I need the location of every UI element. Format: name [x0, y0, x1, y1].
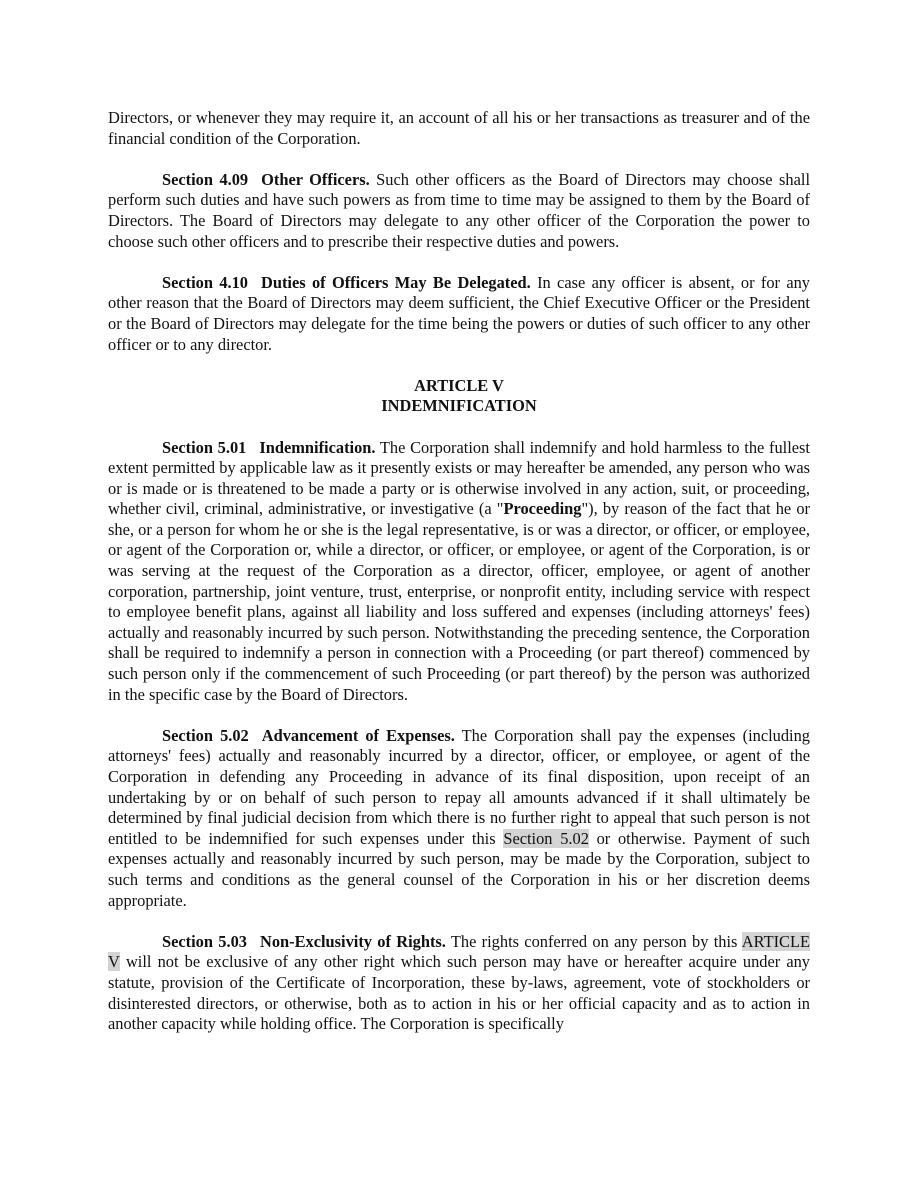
section-title: Duties of Officers May Be Delegated.: [261, 272, 531, 292]
section-title: Advancement of Expenses.: [261, 725, 455, 745]
section-4-10: [108, 273, 810, 355]
cross-reference-article-v[interactable]: ARTICLE V: [108, 931, 811, 972]
section-title: Indemnification.: [259, 437, 376, 457]
section-number: Section 5.02: [162, 725, 249, 745]
defined-term-proceeding: Proceeding: [503, 499, 582, 519]
section-body-part-b: or otherwise. Payment of such expenses actually and reasonably incurred by such person, may be made by the Corporation, subject to such terms and conditions as the general counsel of the Corporation in his or her discretion deems appropriate.: [108, 828, 810, 910]
section-number: Section 4.09: [162, 169, 249, 189]
section-body: In case any officer is absent, or for any other reason that the Board of Directors may deem sufficient, the Chief Executive Officer or the President or the Board of Directors may delegate for the time being the powers or duties of such officer to any other officer or to any director.: [108, 272, 810, 354]
section-body-part-a: The rights conferred on any person by this: [445, 931, 742, 951]
document-page: [108, 108, 810, 1035]
section-title: Non-Exclusivity of Rights.: [259, 931, 446, 951]
section-number: Section 5.01: [162, 437, 247, 457]
section-body-part-a: The Corporation shall indemnify and hold harmless to the fullest extent permitted by applicable law as it presently exists or may hereafter be amended, any person who was or is made or is threatened to be made a party or is otherwise involved in any action, suit, or proceeding, whether civil, criminal, administrative, or investigative (a ": [108, 437, 810, 519]
section-4-09: [108, 170, 810, 252]
section-body-part-a: The Corporation shall pay the expenses (including attorneys' fees) actually and reasonably incurred by a director, officer, or employee, or agent of the Corporation in defending any Proceeding in advance of its final disposition, upon receipt of an undertaking by or on behalf of such person to repay all amounts advanced if it shall ultimately be determined by final judicial decision from which there is no further right to appeal that such person is not entitled to be indemnified for such expenses under this: [108, 725, 811, 848]
section-number: Section 4.10: [162, 272, 249, 292]
section-body: Such other officers as the Board of Directors may choose shall perform such duties and have such powers as from time to time may be assigned to them by the Board of Directors. The Board of Directors may delegate to any other officer of the Corporation the power to choose such other officers and to prescribe their respective duties and powers.: [108, 169, 810, 251]
section-body-part-b: "), by reason of the fact that he or she, or a person for whom he or she is the legal representative, is or was a director, or officer, or employee, or agent of the Corporation or, while a director, or officer, or employee, or agent of the Corporation, is or was serving at the request of the Corporation as a director, officer, employee, or agent of another corporation, partnership, joint venture, trust, enterprise, or nonprofit entity, including service with respect to employee benefit plans, against all liability and loss suffered and expenses (including attorneys' fees) actually and reasonably incurred by such person. Notwithstanding the preceding sentence, the Corporation shall be required to indemnify a person in connection with a Proceeding (or part thereof) commenced by such person only if the commencement of such Proceeding (or part thereof) by the person was authorized in the specific case by the Board of Directors.: [108, 499, 811, 704]
continuation-paragraph: Directors, or whenever they may require it, an account of all his or her transactions as treasurer and of the financial condition of the Corporation.: [108, 108, 810, 148]
section-5-03: [108, 932, 810, 1035]
cross-reference-section-5-02[interactable]: Section 5.02: [503, 828, 589, 848]
section-5-01: [108, 438, 810, 706]
article-number: ARTICLE V: [414, 375, 504, 395]
section-title: Other Officers.: [261, 169, 370, 189]
section-number: Section 5.03: [162, 931, 247, 951]
section-5-02: [108, 726, 810, 911]
section-body-part-b: will not be exclusive of any other right which such person may have or hereafter acquire under any statute, provision of the Certificate of Incorporation, these by-laws, agreement, vote of stockholders or disinterested directors, or otherwise, both as to action in his or her official capacity and as to action in another capacity while holding office. The Corporation is specifically: [108, 952, 810, 1034]
article-title: INDEMNIFICATION: [381, 396, 537, 416]
